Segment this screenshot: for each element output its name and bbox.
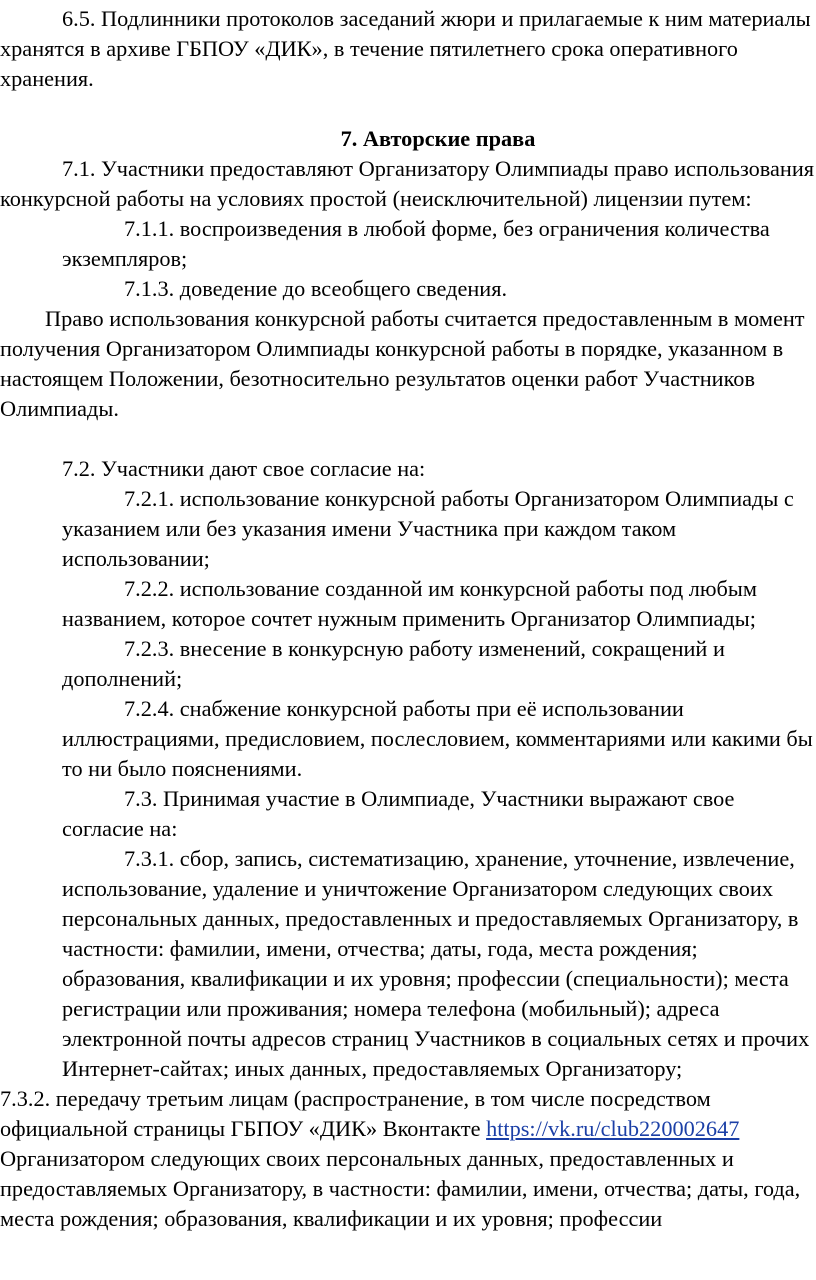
paragraph-7-2-2: 7.2.2. использование созданной им конкурсной работы под любым названием, которое сочтет нужным применить Организатор Олимпиады; <box>62 576 757 631</box>
paragraph-7-3-2-text-start: 7.3.2. передачу третьим лицам (распространение, в том числе посредством официальной страницы ГБПОУ «ДИК» Вконтакте <box>0 1086 711 1141</box>
paragraph-usage-right: Право использования конкурсной работы считается предоставленным в момент получения Организатором Олимпиады конкурсной работы в порядке, указанном в настоящем Положении, безотносительно результатов оценки работ Участников Олимпиады. <box>0 306 805 421</box>
paragraph-6-5: 6.5. Подлинники протоколов заседаний жюри и прилагаемые к ним материалы хранятся в архиве ГБПОУ «ДИК», в течение пятилетнего срока оперативного хранения. <box>0 6 811 91</box>
paragraph-7-3-2-text-end: Организатором следующих своих персональных данных, предоставленных и предоставляемых Организатору, в частности: фамилии, имени, отчества; даты, года, места рождения; образования, квалификации и их уровня; профессии <box>0 1146 801 1231</box>
vk-club-link[interactable]: https://vk.ru/club220002647 <box>486 1116 740 1141</box>
paragraph-7-1: 7.1. Участники предоставляют Организатору Олимпиады право использования конкурсной работы на условиях простой (неисключительной) лицензии путем: <box>0 156 815 211</box>
paragraph-7-1-3: 7.1.3. доведение до всеобщего сведения. <box>124 276 508 301</box>
paragraph-7-2: 7.2. Участники дают свое согласие на: <box>62 456 426 481</box>
paragraph-7-1-1: 7.1.1. воспроизведения в любой форме, без ограничения количества экземпляров; <box>62 216 770 271</box>
paragraph-7-3-2 <box>0 1084 816 1234</box>
spacer <box>0 94 816 124</box>
paragraph-7-3: 7.3. Принимая участие в Олимпиаде, Участники выражают свое согласие на: <box>62 786 735 841</box>
spacer <box>0 424 816 454</box>
paragraph-7-2-4: 7.2.4. снабжение конкурсной работы при её использовании иллюстрациями, предисловием, послесловием, комментариями или какими бы то ни было пояснениями. <box>62 696 813 781</box>
paragraph-7-2-1: 7.2.1. использование конкурсной работы Организатором Олимпиады с указанием или без указания имени Участника при каждом таком использовании; <box>62 486 794 571</box>
section-heading-7: 7. Авторские права <box>340 126 536 151</box>
paragraph-7-3-1: 7.3.1. сбор, запись, систематизацию, хранение, уточнение, извлечение, использование, удаление и уничтожение Организатором следующих своих персональных данных, предоставленных и предоставляемых Организатору, в частности: фамилии, имени, отчества; даты, года, места рождения; образования, квалификации и их уровня; профессии (специальности); места регистрации или проживания; номера телефона (мобильный); адреса электронной почты адресов страниц Участников в социальных сетях и прочих Интернет-сайтах; иных данных, предоставляемых Организатору; <box>62 846 810 1081</box>
paragraph-7-2-3: 7.2.3. внесение в конкурсную работу изменений, сокращений и дополнений; <box>62 636 725 691</box>
